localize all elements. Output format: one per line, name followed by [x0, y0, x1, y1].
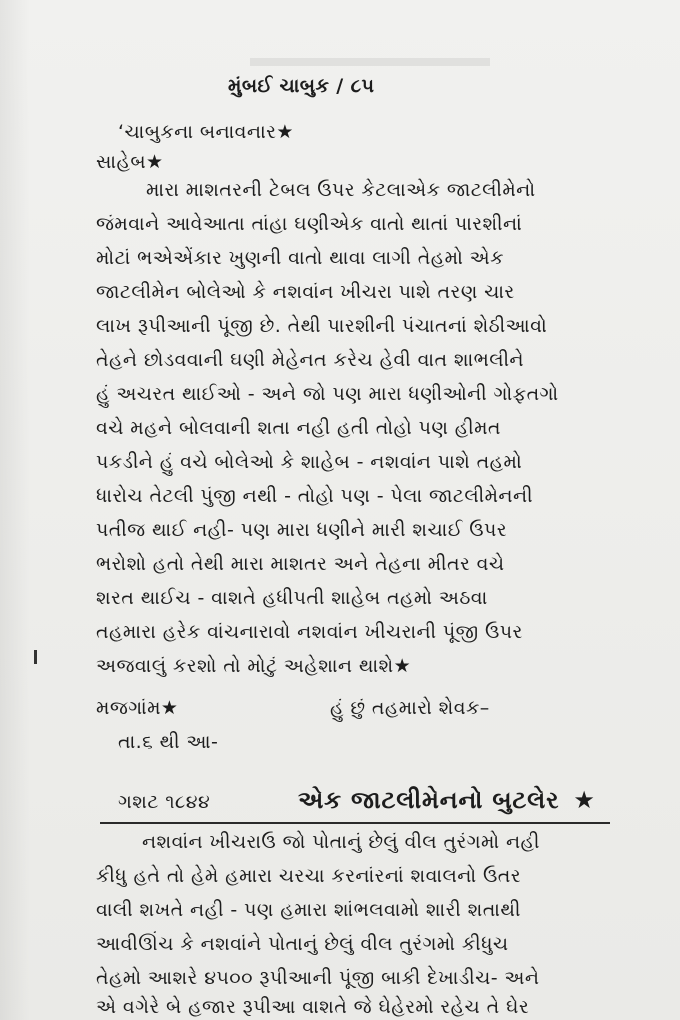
salutation-line-1: ‘ચાબુકના બનાવનાર★	[118, 121, 294, 143]
letter-line-14: તહમારા હરેક વાંચનારાવો નશવાંન ખીચરાની પૂંજી ઉપર	[96, 621, 523, 643]
article-line-6: એ વગેરે બે હજાર રૂપીઆ વાશતે જે ઘેહેરમો રહેચ તે ઘેર	[96, 996, 530, 1018]
article-line-1: નશવાંન ખીચરાઉ જો પોતાનું છેલું વીલ તુરંગમો નહી	[142, 831, 540, 853]
letter-date-line-1: તા.૬ થી આ-	[118, 731, 219, 753]
article-title-star: ★	[573, 786, 596, 814]
article-line-4: આવીઊંચ કે નશવાંને પોતાનું છેલું વીલ તુરંગમો કીધુચ	[96, 933, 509, 955]
letter-line-10: ધારોચ તેટલી પુંજી નથી - તોહો પણ - પેલા જાટલીમેનની	[96, 485, 533, 507]
letter-line-1: મારા માશતરની ટેબલ ઉપર કેટલાએક જાટલીમેનો	[146, 179, 536, 201]
salutation-line-2: સાહેબ★	[96, 151, 164, 173]
letter-line-3: મોટાં ભએએંકાર ખુણની વાતો થાવા લાગી તેહમો એક	[96, 247, 504, 269]
article-line-5: તેહમો આશરે ૪૫૦૦ રૂપીઆની પૂંજી બાકી દેખાડીચ- અને	[96, 967, 540, 989]
bleed-through-shadow	[250, 58, 490, 66]
letter-date-line-2: ગશટ ૧૮૪૪	[118, 791, 211, 813]
letter-line-5: લાખ રૂપીઆની પૂંજી છે. તેથી પારશીની પંચાતનાં શેઠીઆવો	[96, 315, 548, 337]
letter-line-8: વચે મહને બોલવાની શતા નહી હતી તોહો પણ હીમત	[96, 417, 501, 439]
letter-place: મજગાંમ★	[96, 697, 179, 719]
letter-line-2: જંમવાને આવેઆતા તાંહા ઘણીએક વાતો થાતાં પારશીનાં	[96, 213, 523, 235]
letter-line-9: પકડીને હું વચે બોલેઓ કે શાહેબ - નશવાંન પાશે તહમો	[96, 451, 523, 473]
letter-line-6: તેહને છોડવવાની ઘણી મેહેનત કરેચ હેવી વાત શાભલીને	[96, 349, 524, 371]
letter-line-13: શરત થાઈચ - વાશતે હધીપતી શાહેબ તહમો અઠવા	[96, 587, 488, 609]
letter-line-4: જાટલીમેન બોલેઓ કે નશવાંન ખીચરા પાશે તરણ ચાર	[96, 281, 515, 303]
heading-rule	[100, 822, 610, 824]
margin-mark	[34, 650, 37, 664]
letter-line-12: ભરોશો હતો તેથી મારા માશતર અને તેહના મીતર વચે	[96, 553, 505, 575]
article-line-2: કીધુ હતે તો હેમે હમારા ચરચા કરનાંરનાં શવાલનો ઉતર	[96, 865, 521, 887]
article-line-3: વાલી શખતે નહી - પણ હમારા શાંભલવામો શારી શતાથી	[96, 899, 521, 921]
page-header: મુંબઈ ચાબુક / ૮૫	[228, 75, 375, 97]
letter-line-15: અજવાલું કરશો તો મોટું અહેશાન થાશે★	[96, 655, 412, 677]
letter-line-7: હું અચરત થાઈઓ - અને જો પણ મારા ધણીઓની ગોફતગો	[96, 383, 559, 405]
letter-line-11: પતીજ થાઈ નહી- પણ મારા ધણીને મારી શચાઈ ઉપર	[96, 519, 507, 541]
article-title: એક જાટલીમેનનો બુટલેર	[298, 786, 560, 814]
letter-closing: હું છું તહમારો શેવક–	[330, 697, 490, 719]
article-title-row	[298, 788, 596, 812]
